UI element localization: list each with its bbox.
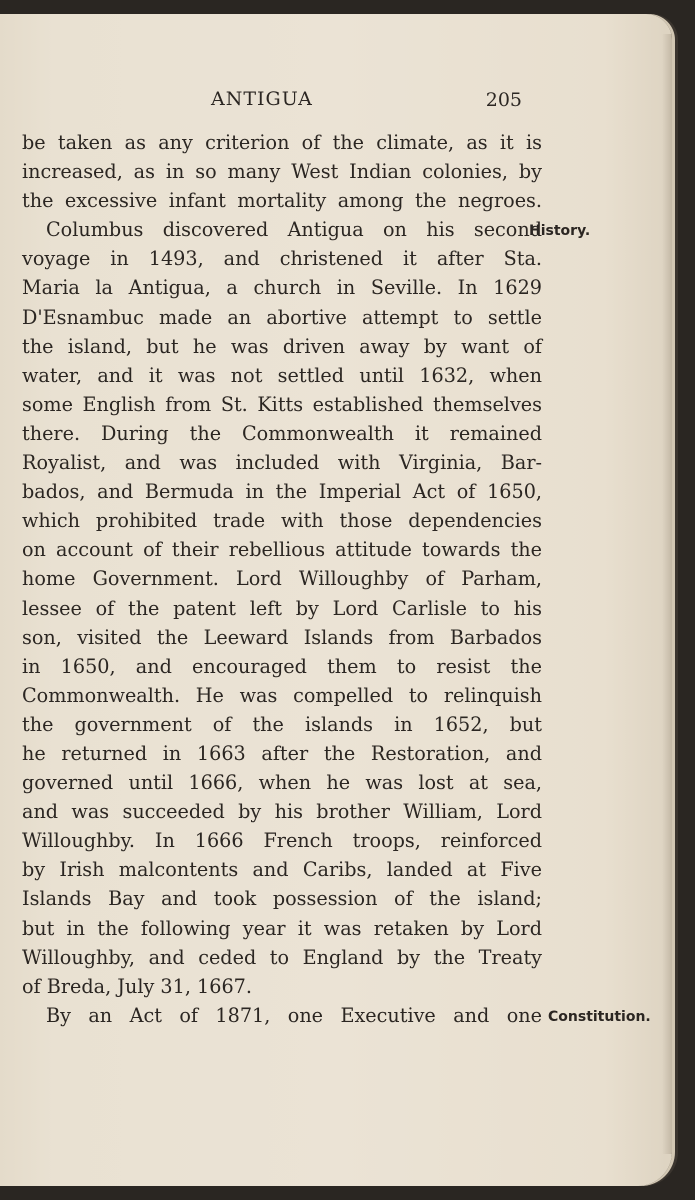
text-line: which prohibited trade with those dependencies	[22, 509, 542, 533]
text-line: D'Esnambuc made an abortive attempt to settle	[22, 305, 542, 329]
page-edge-shadow	[662, 34, 672, 1154]
text-line: governed until 1666, when he was lost at sea,	[22, 771, 542, 795]
text-line: lessee of the patent left by Lord Carlisle to his	[22, 596, 542, 620]
text-line: Commonwealth. He was compelled to relinquish	[22, 683, 542, 707]
text-line: bados, and Bermuda in the Imperial Act of 1650,	[22, 480, 542, 504]
text-line: and was succeeded by his brother William, Lord	[22, 800, 542, 824]
text-line: by Irish malcontents and Caribs, landed at Five	[22, 858, 542, 882]
text-line: son, visited the Leeward Islands from Barbados	[22, 625, 542, 649]
text-line: voyage in 1493, and christened it after Sta.	[22, 247, 542, 271]
text-line: increased, as in so many West Indian colonies, by	[22, 160, 542, 184]
text-line: Columbus discovered Antigua on his second	[46, 218, 542, 242]
text-line: Islands Bay and took possession of the island;	[22, 887, 542, 911]
text-line: Willoughby. In 1666 French troops, reinforced	[22, 829, 542, 853]
text-line: By an Act of 1871, one Executive and one	[46, 1003, 542, 1027]
text-line: the government of the islands in 1652, but	[22, 712, 542, 736]
text-line: some English from St. Kitts established themselves	[22, 392, 542, 416]
running-title: ANTIGUA	[211, 88, 313, 110]
text-line: there. During the Commonwealth it remained	[22, 421, 542, 445]
text-line: he returned in 1663 after the Restoration, and	[22, 741, 542, 765]
body-text	[22, 128, 542, 1030]
text-line: but in the following year it was retaken by Lord	[22, 916, 542, 940]
text-line: on account of their rebellious attitude towards the	[22, 538, 542, 562]
text-line: in 1650, and encouraged them to resist the	[22, 654, 542, 678]
text-line: Willoughby, and ceded to England by the Treaty	[22, 945, 542, 969]
text-line: the excessive infant mortality among the negroes.	[22, 189, 542, 213]
margin-note-constitution: Constitution.	[548, 1009, 651, 1025]
page-number: 205	[485, 89, 522, 111]
text-line: Royalist, and was included with Virginia, Bar-	[22, 451, 542, 475]
text-line: home Government. Lord Willoughby of Parham,	[22, 567, 542, 591]
text-line: water, and it was not settled until 1632, when	[22, 363, 542, 387]
running-head	[0, 88, 530, 118]
text-line: Maria la Antigua, a church in Seville. In 1629	[22, 276, 542, 300]
text-line: of Breda, July 31, 1667.	[22, 974, 252, 998]
margin-note-history: History.	[529, 223, 591, 239]
text-line: be taken as any criterion of the climate, as it is	[22, 131, 542, 154]
text-line: the island, but he was driven away by want of	[22, 334, 542, 358]
